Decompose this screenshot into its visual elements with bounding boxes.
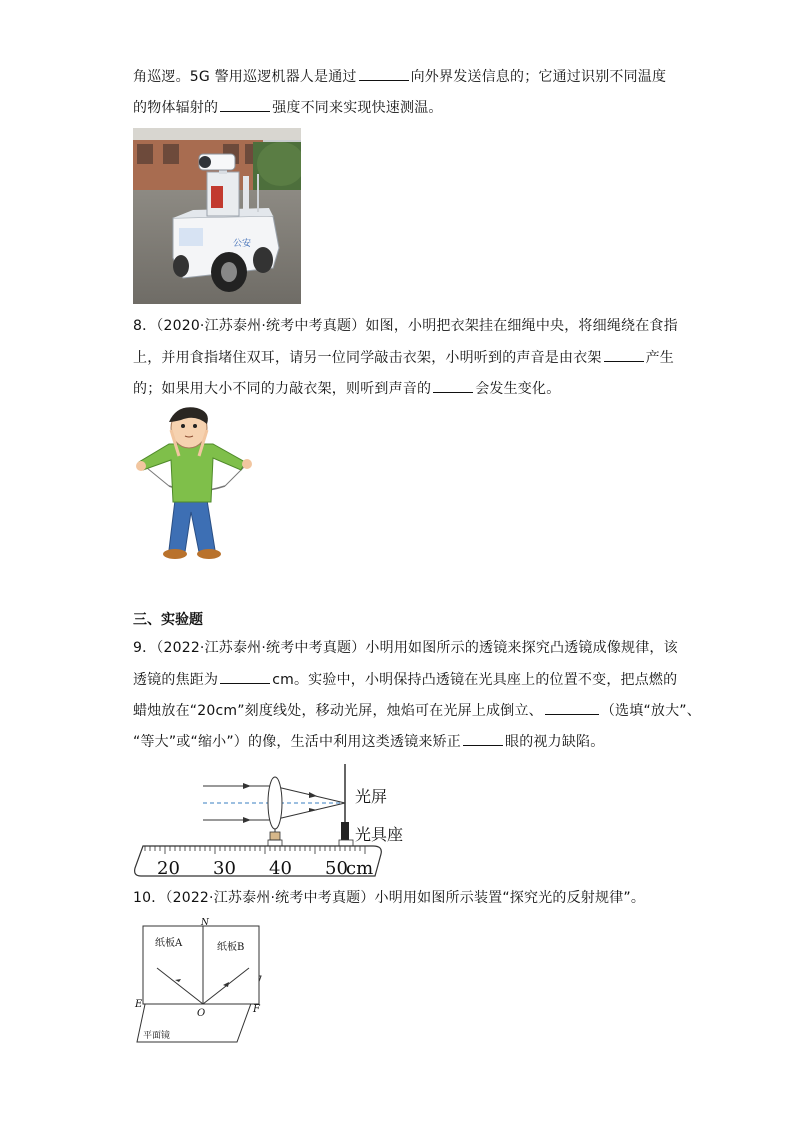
q9-text: cm。实验中，小明保持凸透镜在光具座上的位置不变，把点燃的 — [272, 672, 678, 688]
q8-text: 的；如果用大小不同的力敲衣架，则听到声音的 — [133, 381, 432, 397]
section-title: 三、实验题 — [133, 612, 203, 628]
q7-text: 强度不同来实现快速测温。 — [272, 100, 443, 116]
label-o: O — [197, 1008, 206, 1019]
label-n: N — [201, 918, 209, 928]
q10-line-1: 10．（2022·江苏泰州·统考中考真题）小明用如图所示装置“探究光的反射规律”。 — [133, 890, 646, 906]
unit-label: cm — [346, 858, 374, 878]
q9-line-2 — [133, 669, 677, 690]
q7-text: 角巡逻。5G 警用巡逻机器人是通过 — [133, 69, 357, 85]
answer-blank — [220, 97, 270, 112]
q8-line-2 — [133, 347, 674, 368]
answer-blank — [463, 731, 503, 746]
q8-line-1: 8．（2020·江苏泰州·统考中考真题）如图，小明把衣架挂在细绳中央，将细绳绕在食指 — [133, 318, 678, 334]
answer-blank — [545, 700, 599, 715]
q9-text: “等大”或“缩小”）的像，生活中利用这类透镜来矫正 — [133, 734, 462, 750]
q9-text: 蜡烛放在“20cm”刻度线处，移动光屏，烛焰可在光屏上成倒立、 — [133, 703, 543, 719]
bench-label: 光具座 — [355, 825, 404, 844]
boy-with-hanger-illustration — [133, 404, 259, 564]
q9-line-3 — [133, 700, 701, 721]
tick-label-40: 40 — [269, 858, 292, 878]
q9-text: 眼的视力缺陷。 — [505, 734, 605, 750]
label-e: E — [135, 999, 143, 1010]
q8-line-3 — [133, 378, 560, 399]
tick-label-50: 50 — [325, 858, 348, 878]
tick-label-30: 30 — [213, 858, 236, 878]
q9-line-1: 9．（2022·江苏泰州·统考中考真题）小明用如图所示的透镜来探究凸透镜成像规律，该 — [133, 640, 678, 656]
q8-text: 会发生变化。 — [475, 381, 561, 397]
q7-line-2 — [133, 97, 443, 118]
q9-text: （选填“放大”、 — [600, 703, 701, 719]
q7-text: 向外界发送信息的；它通过识别不同温度 — [410, 69, 667, 85]
answer-blank — [604, 347, 644, 362]
patrol-robot-photo — [133, 128, 301, 304]
screen-label: 光屏 — [355, 787, 388, 806]
q9-line-4 — [133, 731, 604, 752]
light-reflection-figure — [133, 918, 273, 1052]
q8-text: 上，并用食指堵住双耳，请另一位同学敲击衣架，小明听到的声音是由衣架 — [133, 350, 602, 366]
answer-blank — [220, 669, 270, 684]
tick-label-20: 20 — [157, 858, 180, 878]
q8-text: 产生 — [645, 350, 675, 366]
q7-line-1 — [133, 66, 666, 87]
q7-text: 的物体辐射的 — [133, 100, 219, 116]
label-f: F — [253, 1004, 260, 1015]
answer-blank — [359, 66, 409, 81]
answer-blank — [433, 378, 473, 393]
convex-lens-optical-bench-figure — [133, 758, 423, 878]
label-mirror: 平面镜 — [143, 1031, 171, 1041]
label-board-b: 纸板B — [217, 942, 245, 953]
robot-label: 公安 — [233, 239, 252, 249]
q9-text: 透镜的焦距为 — [133, 672, 219, 688]
label-board-a: 纸板A — [155, 938, 183, 949]
